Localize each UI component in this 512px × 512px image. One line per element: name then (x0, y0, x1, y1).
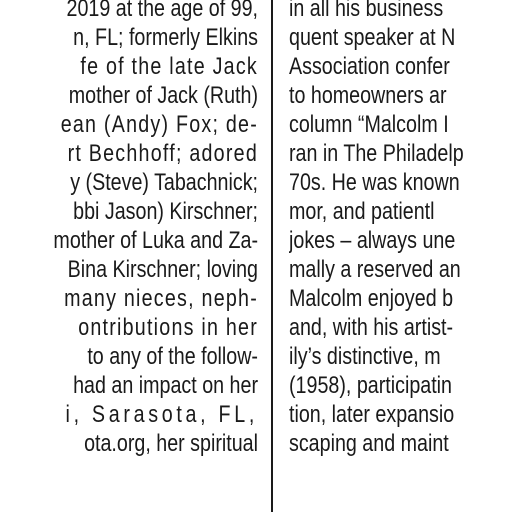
text-line: had an impact on her (73, 372, 258, 399)
text-line: ean (Andy) Fox; de- (60, 111, 258, 138)
text-line: mally a reserved an (289, 256, 461, 283)
text-line: Bina Kirschner; loving (67, 256, 258, 283)
text-line: ota.org, her spiritual (84, 430, 258, 457)
obituary-column-right (289, 0, 512, 512)
text-line: mother of Luka and Za- (53, 227, 258, 254)
text-line: and, with his artist- (289, 314, 454, 341)
text-line: fe of the late Jack (80, 53, 258, 80)
text-line: y (Steve) Tabachnick; (70, 169, 258, 196)
text-line: ily’s distinctive, m (289, 343, 441, 370)
text-line: mother of Jack (Ruth) (68, 82, 258, 109)
text-line: tion, later expansio (289, 401, 455, 428)
text-line: bbi Jason) Kirschner; (73, 198, 258, 225)
text-line: rt Bechhoff; adored (67, 140, 258, 167)
text-line: to any of the follow- (87, 343, 258, 370)
text-line: (1958), participatin (289, 372, 453, 399)
text-line: many nieces, neph- (64, 285, 258, 312)
text-line: i, Sarasota, FL, (65, 401, 258, 428)
text-line: Association confer (289, 53, 450, 80)
text-line: ontributions in her (78, 314, 258, 341)
text-line: in all his business (289, 0, 444, 22)
text-line: 70s. He was known (289, 169, 460, 196)
text-line: ran in The Philadelp (289, 140, 464, 167)
text-line: mor, and patientl (289, 198, 435, 225)
text-line: column “Malcolm I (289, 111, 449, 138)
text-line: to homeowners ar (289, 82, 447, 109)
text-line: 2019 at the age of 99, (66, 0, 258, 22)
text-line: quent speaker at N (289, 24, 456, 51)
text-line: n, FL; formerly Elkins (73, 24, 258, 51)
column-divider-rule (271, 0, 273, 512)
text-line: Malcolm enjoyed b (289, 285, 454, 312)
text-line: jokes – always une (289, 227, 456, 254)
text-line: scaping and maint (289, 430, 449, 457)
